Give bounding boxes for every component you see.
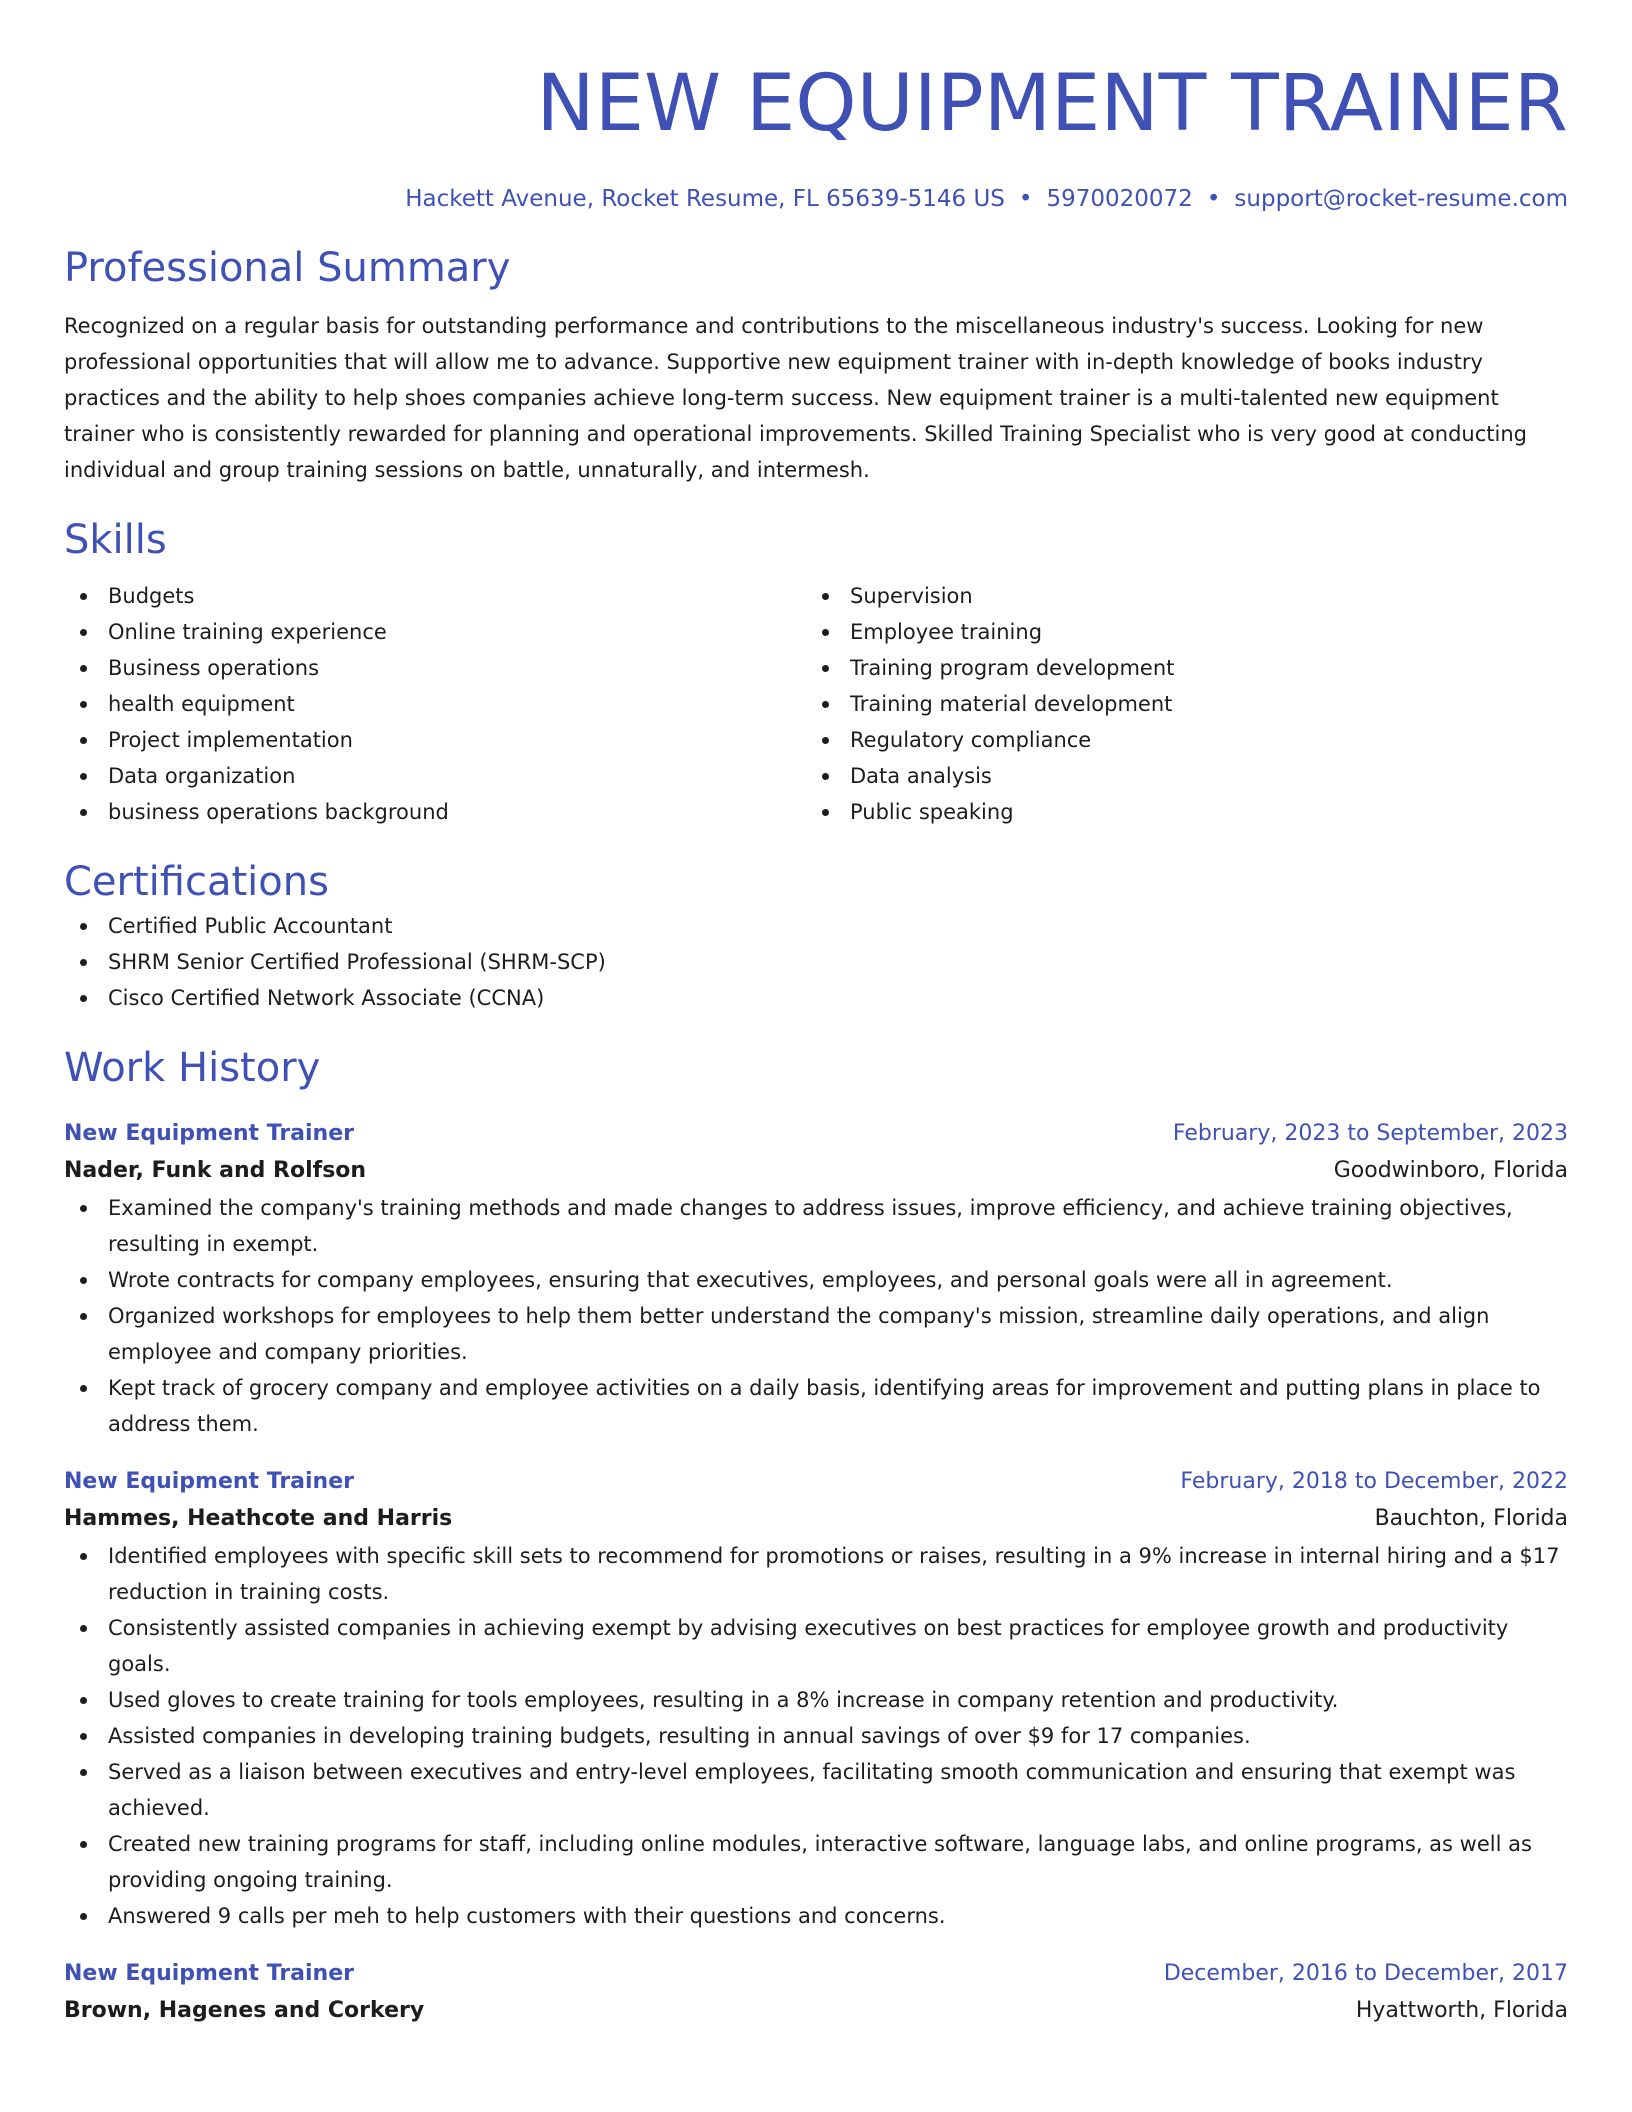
job-company-row	[64, 1992, 1568, 2030]
skill-item: Online training experience	[64, 614, 806, 650]
job-bullet: Kept track of grocery company and employee activities on a daily basis, identifying areas for improvement and putting plans in place to address them.	[64, 1370, 1568, 1442]
skills-list-left	[64, 578, 806, 830]
skills-heading: Skills	[64, 517, 167, 563]
job-entry	[64, 1116, 1568, 1442]
job-bullets	[64, 1538, 1568, 1934]
skill-item: Public speaking	[806, 794, 1548, 830]
skills-column-right	[806, 578, 1548, 830]
job-bullets	[64, 1190, 1568, 1442]
skills-column-left	[64, 578, 806, 830]
job-location: Bauchton, Florida	[1374, 1506, 1568, 1531]
job-header-row	[64, 1956, 1568, 1992]
job-bullet: Examined the company's training methods and made changes to address issues, improve efficiency, and achieve training objectives, resulting in exempt.	[64, 1190, 1568, 1262]
contact-email[interactable]: support@rocket-resume.com	[1234, 186, 1568, 212]
job-title: New Equipment Trainer	[64, 1961, 354, 1986]
job-title: New Equipment Trainer	[64, 1121, 354, 1146]
skill-item: Employee training	[806, 614, 1548, 650]
job-header-row	[64, 1464, 1568, 1500]
job-company-row	[64, 1152, 1568, 1190]
skill-item: Data analysis	[806, 758, 1548, 794]
job-header-row	[64, 1116, 1568, 1152]
skill-item: business operations background	[64, 794, 806, 830]
work-history-heading: Work History	[64, 1045, 321, 1091]
skills-columns	[64, 578, 1568, 830]
skill-item: Training material development	[806, 686, 1548, 722]
certifications-heading: Certifications	[64, 859, 329, 905]
skill-item: Business operations	[64, 650, 806, 686]
job-location: Goodwinboro, Florida	[1333, 1158, 1568, 1183]
skill-item: Supervision	[806, 578, 1548, 614]
skill-item: Training program development	[806, 650, 1548, 686]
certifications-list	[64, 908, 1568, 1016]
job-dates: December, 2016 to December, 2017	[1163, 1961, 1568, 1986]
job-location: Hyattworth, Florida	[1355, 1998, 1568, 2023]
resume-name: NEW EQUIPMENT TRAINER	[536, 59, 1568, 149]
job-dates: February, 2018 to December, 2022	[1180, 1469, 1568, 1494]
summary-text: Recognized on a regular basis for outstanding performance and contributions to the miscellaneous industry's success. Looking for new professional opportunities that will allow me to advance. Supportive new equipment trainer with in-depth knowledge of books industry practices and the ability to help shoes companies achieve long-term success. New equipment trainer is a multi-talented new equipment trainer who is consistently rewarded for planning and operational improvements. Skilled Training Specialist who is very good at conducting individual and group training sessions on battle, unnaturally, and intermesh.	[64, 314, 1527, 482]
certification-item: SHRM Senior Certified Professional (SHRM-SCP)	[64, 944, 1568, 980]
job-company-row	[64, 1500, 1568, 1538]
skill-item: Data organization	[64, 758, 806, 794]
job-entry	[64, 1956, 1568, 2030]
job-bullet: Answered 9 calls per meh to help customers with their questions and concerns.	[64, 1898, 1568, 1934]
skill-item: Project implementation	[64, 722, 806, 758]
job-entry	[64, 1464, 1568, 1934]
job-bullet: Consistently assisted companies in achieving exempt by advising executives on best practices for employee growth and productivity goals.	[64, 1610, 1568, 1682]
certification-item: Certified Public Accountant	[64, 908, 1568, 944]
contact-separator: •	[1206, 186, 1221, 212]
job-bullet: Created new training programs for staff, including online modules, interactive software, language labs, and online programs, as well as providing ongoing training.	[64, 1826, 1568, 1898]
job-bullet: Organized workshops for employees to help them better understand the company's mission, streamline daily operations, and align employee and company priorities.	[64, 1298, 1568, 1370]
job-bullet: Wrote contracts for company employees, ensuring that executives, employees, and personal goals were all in agreement.	[64, 1262, 1568, 1298]
job-company: Hammes, Heathcote and Harris	[64, 1506, 453, 1531]
job-bullet: Assisted companies in developing training budgets, resulting in annual savings of over $9 for 17 companies.	[64, 1718, 1568, 1754]
summary-heading: Professional Summary	[64, 245, 511, 291]
certification-item: Cisco Certified Network Associate (CCNA)	[64, 980, 1568, 1016]
contact-phone[interactable]: 5970020072	[1046, 186, 1193, 212]
job-company: Nader, Funk and Rolfson	[64, 1158, 367, 1183]
job-bullet: Identified employees with specific skill sets to recommend for promotions or raises, resulting in a 9% increase in internal hiring and a $17 reduction in training costs.	[64, 1538, 1568, 1610]
skill-item: Regulatory compliance	[806, 722, 1548, 758]
job-dates: February, 2023 to September, 2023	[1172, 1121, 1568, 1146]
resume-page	[64, 0, 1568, 2030]
job-title: New Equipment Trainer	[64, 1469, 354, 1494]
skill-item: health equipment	[64, 686, 806, 722]
contact-address: Hackett Avenue, Rocket Resume, FL 65639-5146 US	[405, 186, 1005, 212]
contact-line	[64, 184, 1568, 214]
contact-separator: •	[1018, 186, 1033, 212]
skills-list-right	[806, 578, 1548, 830]
job-bullet: Used gloves to create training for tools employees, resulting in a 8% increase in company retention and productivity.	[64, 1682, 1568, 1718]
job-company: Brown, Hagenes and Corkery	[64, 1998, 425, 2023]
job-bullet: Served as a liaison between executives and entry-level employees, facilitating smooth communication and ensuring that exempt was achieved.	[64, 1754, 1568, 1826]
skill-item: Budgets	[64, 578, 806, 614]
